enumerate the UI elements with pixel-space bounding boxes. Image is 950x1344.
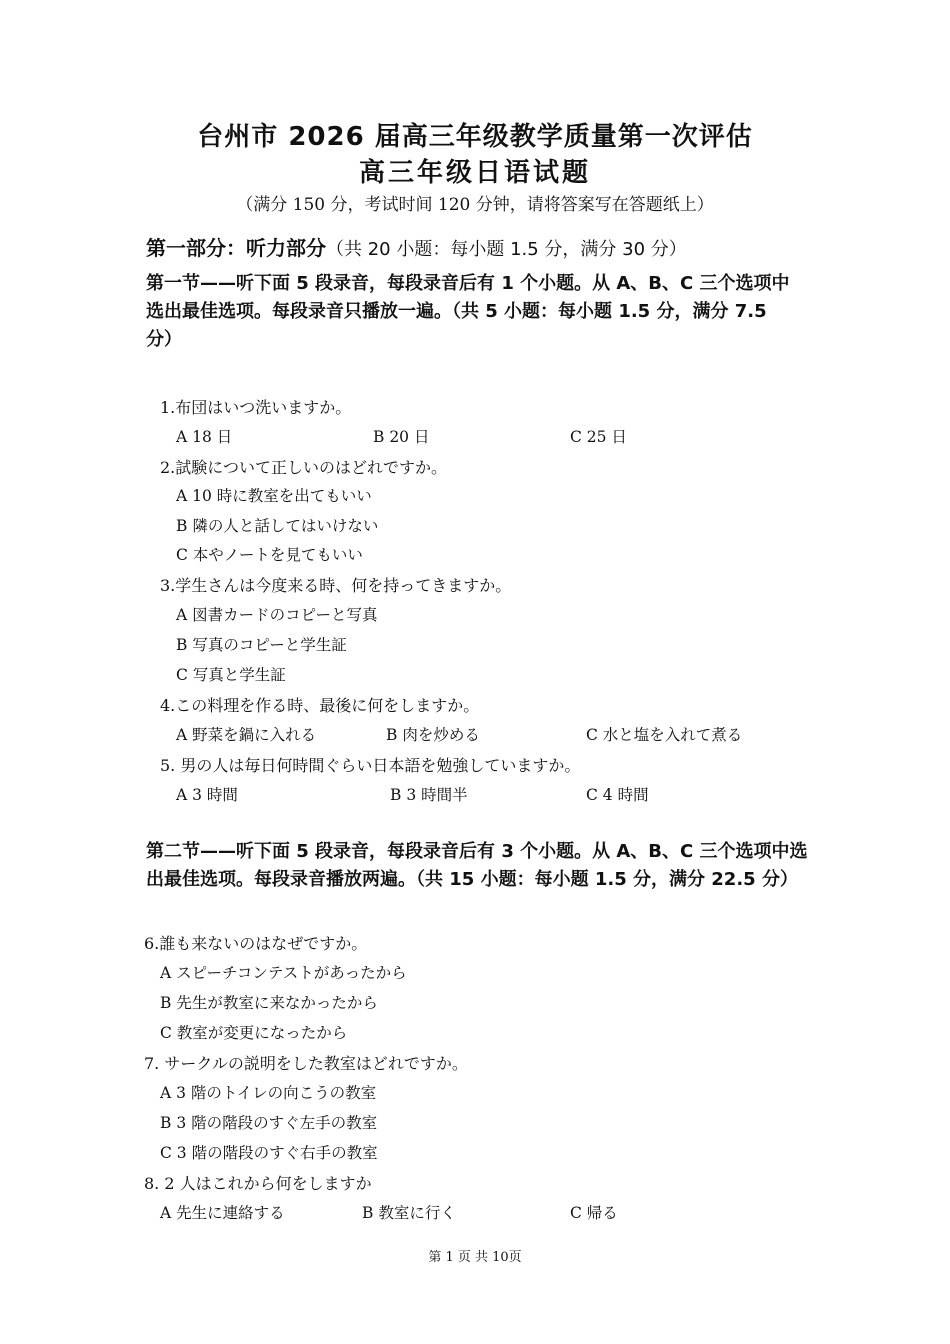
q8-option-a: A 先生に連絡する <box>160 1204 285 1222</box>
exam-title: 台州市 2026 届高三年级教学质量第一次评估 <box>197 122 753 152</box>
q6-option-c: C 教室が変更になったから <box>160 1024 348 1042</box>
part1-heading-main: 第一部分：听力部分 <box>146 236 326 260</box>
question-3: 3.学生さんは今度来る時、何を持ってきますか。 <box>160 576 512 595</box>
q2-option-a: A 10 時に教室を出てもいい <box>176 487 372 505</box>
q7-option-a: A 3 階のトイレの向こうの教室 <box>160 1084 377 1102</box>
q2-option-c: C 本やノートを見てもいい <box>176 546 363 564</box>
q5-option-c: C 4 時間 <box>586 786 649 804</box>
q4-option-a: A 野菜を鍋に入れる <box>176 726 317 744</box>
section1-line: 选出最佳选项。每段录音只播放一遍。（共 5 小题：每小题 1.5 分，满分 7.5 <box>146 301 767 322</box>
q3-option-a: A 図書カードのコピーと写真 <box>176 606 378 624</box>
question-7: 7. サークルの説明をした教室はどれですか。 <box>144 1054 468 1073</box>
q1-option-b: B 20 日 <box>373 428 430 446</box>
exam-instructions: （满分 150 分，考试时间 120 分钟，请将答案写在答题纸上） <box>236 195 714 215</box>
q6-option-a: A スピーチコンテストがあったから <box>160 964 407 982</box>
q7-option-b: B 3 階の階段のすぐ左手の教室 <box>160 1114 378 1132</box>
q4-option-c: C 水と塩を入れて煮る <box>586 726 743 744</box>
q3-option-c: C 写真と学生証 <box>176 666 286 684</box>
q6-option-b: B 先生が教室に来なかったから <box>160 994 378 1012</box>
section2-instructions <box>146 838 811 894</box>
q2-option-b: B 隣の人と話してはいけない <box>176 517 379 535</box>
section1-line: 第一节——听下面 5 段录音，每段录音后有 1 个小题。从 A、B、C 三个选项中 <box>146 273 790 294</box>
question-4: 4.この料理を作る時、最後に何をしますか。 <box>160 696 480 715</box>
q7-option-c: C 3 階の階段のすぐ右手の教室 <box>160 1144 378 1162</box>
exam-subtitle: 高三年级日语试题 <box>358 158 591 188</box>
q8-option-b: B 教室に行く <box>362 1204 456 1222</box>
question-6: 6.誰も来ないのはなぜですか。 <box>144 934 368 953</box>
q5-option-b: B 3 時間半 <box>390 786 468 804</box>
section2-line: 第二节——听下面 5 段录音，每段录音后有 3 个小题。从 A、B、C 三个选项中选 <box>146 841 808 862</box>
question-5: 5. 男の人は毎日何時間ぐらい日本語を勉強していますか。 <box>160 756 581 775</box>
question-2: 2.試験について正しいのはどれですか。 <box>160 458 447 477</box>
page-number: 第 1 页 共 10页 <box>428 1250 522 1265</box>
part1-heading <box>146 232 687 261</box>
question-1: 1.布団はいつ洗いますか。 <box>160 398 352 417</box>
q1-option-c: C 25 日 <box>570 428 627 446</box>
q5-option-a: A 3 時間 <box>176 786 238 804</box>
q1-option-a: A 18 日 <box>176 428 233 446</box>
q4-option-b: B 肉を炒める <box>386 726 480 744</box>
q8-option-c: C 帰る <box>570 1204 618 1222</box>
part1-heading-suffix: （共 20 小题：每小题 1.5 分，满分 30 分） <box>326 239 687 260</box>
q3-option-b: B 写真のコピーと学生証 <box>176 636 347 654</box>
section2-line: 出最佳选项。每段录音播放两遍。（共 15 小题：每小题 1.5 分，满分 22.5 分） <box>146 869 798 890</box>
question-8: 8. 2 人はこれから何をしますか <box>144 1174 372 1193</box>
section1-line: 分） <box>146 329 182 350</box>
section1-instructions <box>146 270 811 354</box>
